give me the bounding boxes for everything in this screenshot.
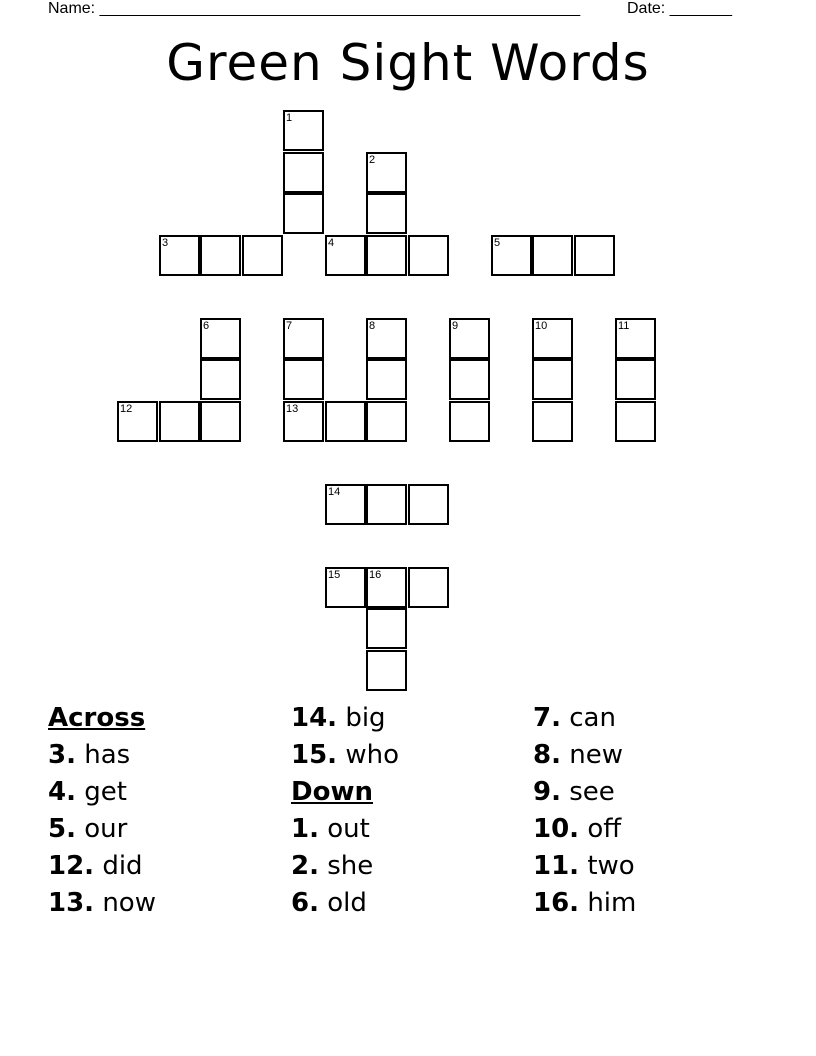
grid-cell[interactable]	[574, 235, 615, 276]
clue-column-2	[291, 700, 399, 922]
clue-across-14: 14. big	[291, 703, 386, 733]
grid-cell[interactable]	[615, 401, 656, 442]
grid-cell[interactable]	[408, 567, 449, 608]
clue-across-12: 12. did	[48, 851, 143, 881]
clue-number: 3	[162, 237, 169, 249]
grid-cell[interactable]	[366, 235, 407, 276]
grid-cell[interactable]	[532, 235, 573, 276]
clue-number: 7	[286, 320, 293, 332]
clue-across-13: 13. now	[48, 888, 156, 918]
grid-cell-8[interactable]	[366, 318, 407, 359]
grid-cell[interactable]	[449, 401, 490, 442]
clue-number: 12	[120, 403, 133, 415]
clue-across-15: 15. who	[291, 740, 399, 770]
grid-cell-10[interactable]	[532, 318, 573, 359]
clue-number: 11	[618, 320, 630, 332]
clue-across-5: 5. our	[48, 814, 128, 844]
clue-down-9: 9. see	[533, 777, 615, 807]
grid-cell-12[interactable]	[117, 401, 158, 442]
clue-down-11: 11. two	[533, 851, 635, 881]
grid-cell-14[interactable]	[325, 484, 366, 525]
grid-cell[interactable]	[325, 401, 366, 442]
clue-number: 4	[328, 237, 335, 249]
grid-cell[interactable]	[366, 608, 407, 649]
grid-cell[interactable]	[366, 193, 407, 234]
clue-down-10: 10. off	[533, 814, 622, 844]
grid-cell[interactable]	[242, 235, 283, 276]
grid-cell[interactable]	[532, 401, 573, 442]
grid-cell[interactable]	[283, 193, 324, 234]
clue-number: 13	[286, 403, 299, 415]
grid-cell[interactable]	[366, 359, 407, 400]
grid-cell[interactable]	[449, 359, 490, 400]
name-field[interactable]: Name: ______________________________________________________	[48, 0, 581, 17]
clue-number: 1	[286, 112, 293, 124]
grid-cell[interactable]	[366, 484, 407, 525]
clue-number: 6	[203, 320, 210, 332]
grid-cell[interactable]	[283, 152, 324, 193]
grid-cell-9[interactable]	[449, 318, 490, 359]
clue-down-8: 8. new	[533, 740, 623, 770]
clue-number: 5	[494, 237, 501, 249]
grid-cell[interactable]	[200, 401, 241, 442]
clue-down-16: 16. him	[533, 888, 637, 918]
down-heading: Down	[291, 777, 373, 807]
date-field[interactable]: Date: _______	[627, 0, 732, 17]
grid-cell-15[interactable]	[325, 567, 366, 608]
clue-number: 16	[369, 569, 382, 581]
grid-cell-1[interactable]	[283, 110, 324, 151]
clue-across-4: 4. get	[48, 777, 127, 807]
clue-down-2: 2. she	[291, 851, 374, 881]
across-heading: Across	[48, 703, 146, 733]
grid-cell[interactable]	[283, 359, 324, 400]
page-title: Green Sight Words	[166, 34, 650, 92]
grid-cell-3[interactable]	[159, 235, 200, 276]
clue-across-3: 3. has	[48, 740, 131, 770]
clue-number: 10	[535, 320, 548, 332]
grid-cell-6[interactable]	[200, 318, 241, 359]
grid-cell-5[interactable]	[491, 235, 532, 276]
grid-cell[interactable]	[408, 235, 449, 276]
clue-number: 15	[328, 569, 341, 581]
grid-cell[interactable]	[159, 401, 200, 442]
clue-column-3	[533, 700, 636, 922]
clue-number: 2	[369, 154, 376, 166]
grid-cell[interactable]	[366, 401, 407, 442]
grid-cell-11[interactable]	[615, 318, 656, 359]
clue-down-1: 1. out	[291, 814, 370, 844]
grid-cell[interactable]	[615, 359, 656, 400]
clue-down-7: 7. can	[533, 703, 616, 733]
grid-cell-13[interactable]	[283, 401, 324, 442]
clue-column-1	[48, 700, 156, 922]
grid-cell[interactable]	[200, 359, 241, 400]
clue-number: 9	[452, 320, 459, 332]
grid-cell-16[interactable]	[366, 567, 407, 608]
clue-down-6: 6. old	[291, 888, 367, 918]
grid-cell-4[interactable]	[325, 235, 366, 276]
clue-number: 14	[328, 486, 341, 498]
grid-cell-7[interactable]	[283, 318, 324, 359]
grid-cell-2[interactable]	[366, 152, 407, 193]
clue-number: 8	[369, 320, 376, 332]
grid-cell[interactable]	[532, 359, 573, 400]
grid-cell[interactable]	[200, 235, 241, 276]
grid-cell[interactable]	[408, 484, 449, 525]
grid-cell[interactable]	[366, 650, 407, 691]
